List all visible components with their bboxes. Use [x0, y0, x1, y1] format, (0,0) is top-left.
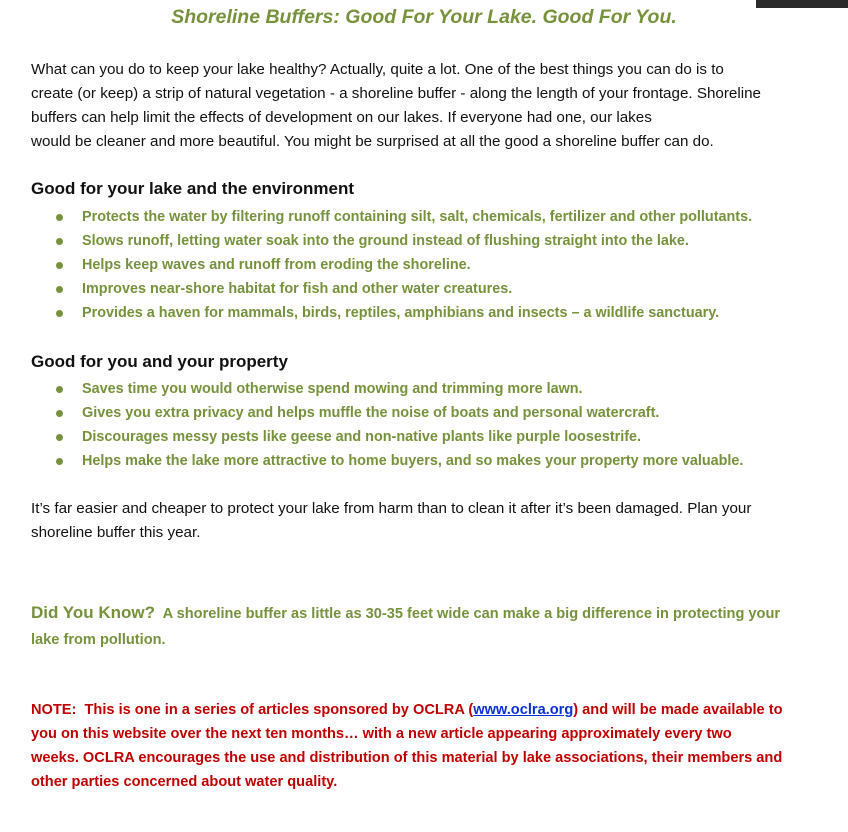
list-item	[54, 205, 752, 229]
bullet-dot-icon	[56, 238, 63, 245]
bullet-dot-icon	[56, 310, 63, 317]
note-line: weeks. OCLRA encourages the use and distribution of this material by lake associations, their members and	[31, 750, 783, 766]
intro-line: would be cleaner and more beautiful. You might be surprised at all the good a shoreline buffer can do.	[31, 133, 714, 150]
intro-line: buffers can help limit the effects of development on our lakes. If everyone had one, our lakes	[31, 109, 652, 126]
intro-line: create (or keep) a strip of natural vegetation - a shoreline buffer - along the length of your frontage. Shoreline	[31, 85, 762, 102]
list-item-text: Helps keep waves and runoff from eroding the shoreline.	[82, 257, 471, 273]
bullet-dot-icon	[56, 410, 63, 417]
bullet-dot-icon	[56, 386, 63, 393]
list-item-text: Provides a haven for mammals, birds, reptiles, amphibians and insects – a wildlife sanctuary.	[82, 305, 720, 321]
bullet-dot-icon	[56, 434, 63, 441]
closing-paragraph	[31, 497, 831, 545]
list-item	[54, 377, 743, 401]
bullet-dot-icon	[56, 214, 63, 221]
list-item-text: Helps make the lake more attractive to home buyers, and so makes your property more valuable.	[82, 453, 744, 469]
list-item-text: Gives you extra privacy and helps muffle the noise of boats and personal watercraft.	[82, 405, 660, 421]
note-text: ) and will be made available to	[573, 702, 783, 718]
closing-line: shoreline buffer this year.	[31, 524, 201, 541]
did-you-know-line	[31, 600, 831, 627]
section-heading-property: Good for you and your property	[31, 352, 288, 371]
did-you-know-line: lake from pollution.	[31, 632, 166, 648]
list-item	[54, 425, 743, 449]
bullet-dot-icon	[56, 458, 63, 465]
did-you-know-callout	[31, 600, 831, 653]
list-item	[54, 253, 752, 277]
list-item	[54, 401, 743, 425]
oclra-link[interactable]: www.oclra.org	[473, 702, 574, 718]
sponsor-note	[31, 698, 831, 794]
section-heading-lake: Good for your lake and the environment	[31, 179, 355, 198]
list-item	[54, 301, 752, 325]
note-line: other parties concerned about water quality.	[31, 774, 338, 790]
closing-line: It’s far easier and cheaper to protect your lake from harm than to clean it after it’s been damaged. Plan your	[31, 500, 752, 517]
list-item-text: Improves near-shore habitat for fish and other water creatures.	[82, 281, 513, 297]
did-you-know-text: A shoreline buffer as little as 30-35 feet wide can make a big difference in protecting your	[155, 606, 781, 622]
note-line	[31, 698, 831, 722]
intro-paragraph	[31, 58, 831, 154]
list-item	[54, 449, 743, 473]
page-title: Shoreline Buffers: Good For Your Lake. Good For You.	[171, 6, 677, 28]
bullet-list-lake	[54, 205, 752, 325]
bullet-dot-icon	[56, 286, 63, 293]
list-item-text: Slows runoff, letting water soak into the ground instead of flushing straight into the lake.	[82, 233, 689, 249]
list-item-text: Saves time you would otherwise spend mowing and trimming more lawn.	[82, 381, 583, 397]
note-line: you on this website over the next ten months… with a new article appearing approximately every two	[31, 726, 732, 742]
did-you-know-lead: Did You Know?	[31, 603, 156, 622]
list-item	[54, 277, 752, 301]
intro-line: What can you do to keep your lake healthy? Actually, quite a lot. One of the best things you can do is to	[31, 61, 724, 78]
list-item	[54, 229, 752, 253]
list-item-text: Protects the water by filtering runoff containing silt, salt, chemicals, fertilizer and other pollutants.	[82, 209, 753, 225]
note-text: NOTE: This is one in a series of articles sponsored by OCLRA (	[31, 702, 474, 718]
bullet-list-property	[54, 377, 743, 473]
list-item-text: Discourages messy pests like geese and non-native plants like purple loosestrife.	[82, 429, 642, 445]
bullet-dot-icon	[56, 262, 63, 269]
